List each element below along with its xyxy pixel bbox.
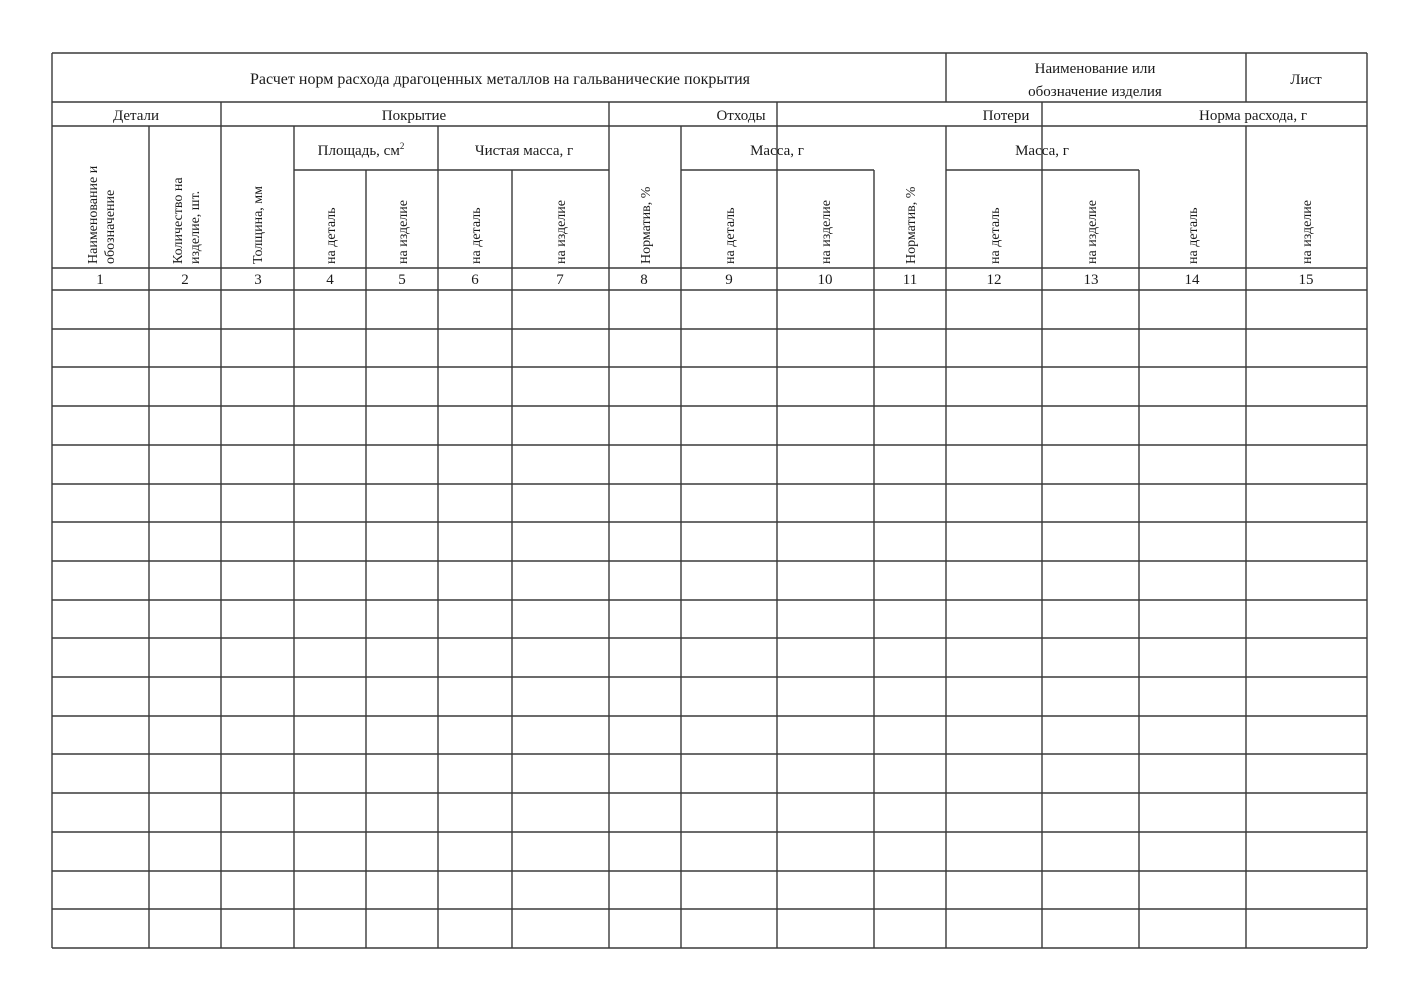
form-grid [52, 53, 1367, 948]
item-header-line1: Наименование или [1034, 61, 1156, 77]
col11-label: Норматив, % [904, 186, 919, 264]
col-number-2: 2 [181, 272, 189, 288]
col10-label: на изделие [819, 199, 834, 264]
col7-label: на изделие [554, 199, 569, 264]
col-number-4: 4 [326, 272, 334, 288]
group-coating: Покрытие [381, 108, 447, 124]
col-number-1: 1 [96, 272, 104, 288]
col-number-6: 6 [471, 272, 479, 288]
col-number-12: 12 [986, 272, 1002, 288]
col3-label: Толщина, мм [251, 186, 266, 264]
col14-label: на деталь [1186, 207, 1201, 264]
col2-label-line1: Количество на [171, 177, 186, 264]
col-number-9: 9 [725, 272, 733, 288]
col-number-3: 3 [254, 272, 262, 288]
col1-label-line2: обозначение [103, 189, 118, 264]
subgroup-area-sup: 2 [399, 141, 405, 151]
group-norm: Норма расхода, г [1199, 108, 1307, 124]
col8-label: Норматив, % [639, 186, 654, 264]
subgroup-area-text: Площадь, см [317, 143, 400, 159]
sheet-label: Лист [1290, 72, 1322, 88]
col13-label: на изделие [1085, 199, 1100, 264]
col1-label-line1: Наименование и [86, 165, 101, 264]
col6-label: на деталь [469, 207, 484, 264]
group-details: Детали [112, 108, 160, 124]
col-number-14: 14 [1184, 272, 1200, 288]
subgroup-waste-mass: Масса, г [750, 143, 804, 159]
col12-label: на деталь [988, 207, 1003, 264]
col-number-5: 5 [398, 272, 406, 288]
form-title: Расчет норм расхода драгоценных металлов на гальванические покрытия [249, 71, 751, 88]
group-waste: Отходы [716, 108, 766, 124]
col-number-13: 13 [1083, 272, 1099, 288]
col2-label-line2: изделие, шт. [188, 190, 203, 264]
col-number-15: 15 [1298, 272, 1314, 288]
subgroup-net-mass: Чистая масса, г [474, 143, 574, 159]
col-number-11: 11 [902, 272, 918, 288]
subgroup-loss-mass: Масса, г [1015, 143, 1069, 159]
col5-label: на изделие [396, 199, 411, 264]
col-number-10: 10 [817, 272, 833, 288]
col4-label: на деталь [324, 207, 339, 264]
subgroup-area [318, 141, 405, 159]
col15-label: на изделие [1300, 199, 1315, 264]
item-header-line2: обозначение изделия [1028, 84, 1162, 100]
col-number-8: 8 [640, 272, 648, 288]
group-losses: Потери [982, 108, 1030, 124]
col-number-7: 7 [556, 272, 564, 288]
col9-label: на деталь [723, 207, 738, 264]
